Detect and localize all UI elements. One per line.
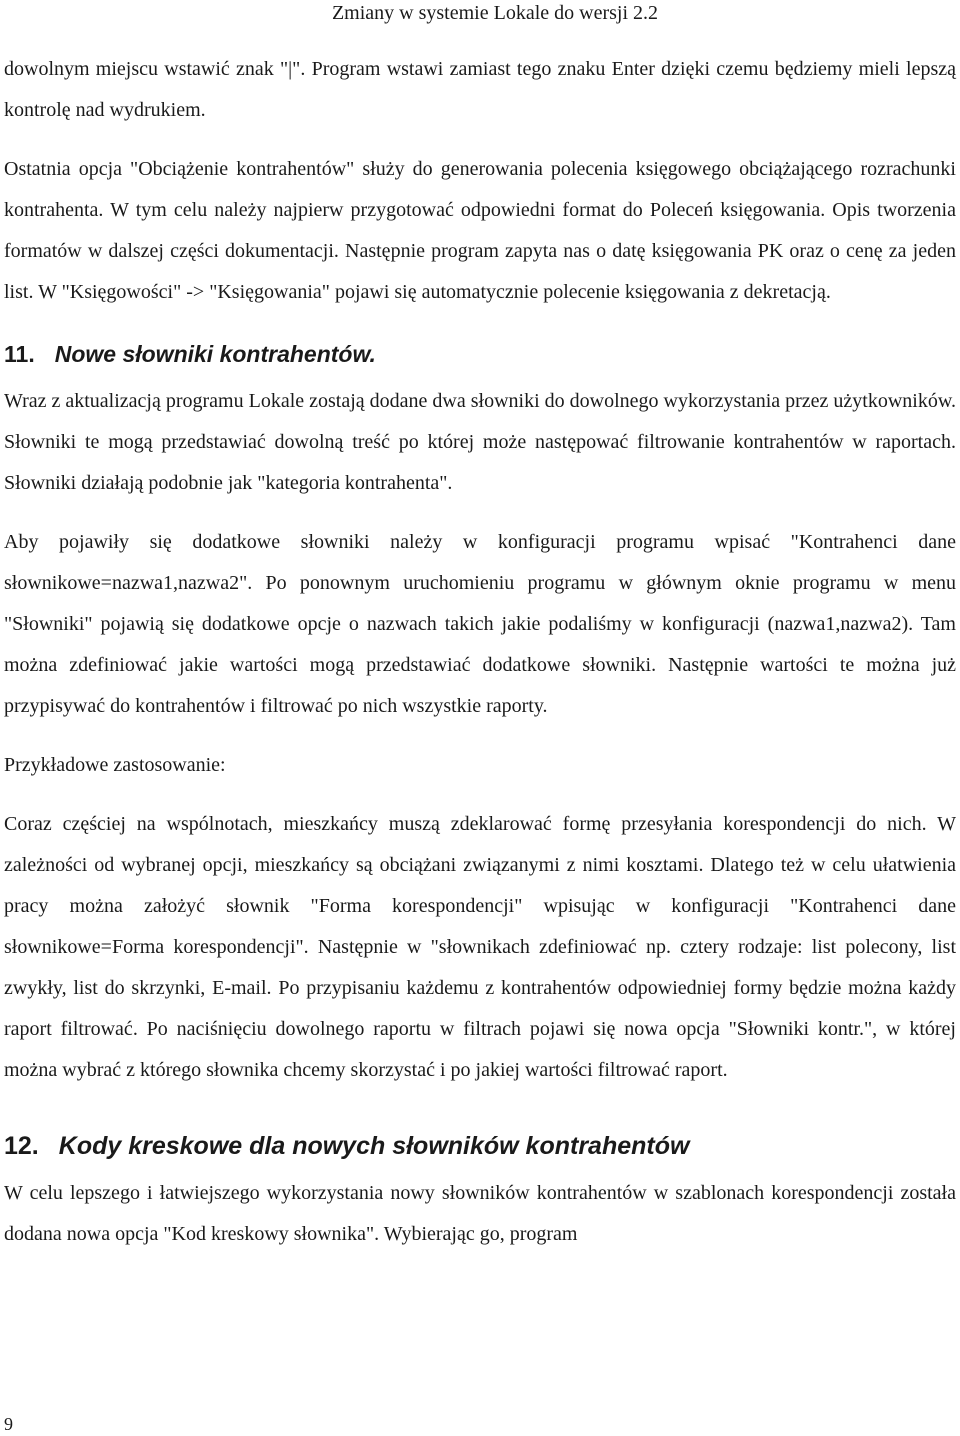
section-number: 11. <box>4 341 35 367</box>
section-number: 12. <box>4 1132 39 1160</box>
section-heading-12 <box>4 1131 956 1161</box>
document-page <box>4 0 956 1255</box>
section-title: Kody kreskowe dla nowych słowników kontrahentów <box>58 1132 690 1160</box>
paragraph: Coraz częściej na wspólnotach, mieszkańcy muszą zdeklarować formę przesyłania korespondencji do nich. W zależności od wybranej opcji, mieszkańcy są obciążani związanymi z nimi kosztami. Dlatego też w celu ułatwienia pracy można założyć słownik "Forma korespondencji" wpisując w konfiguracji "Kontrahenci dane słownikowe=Forma korespondencji". Następnie w "słownikach zdefiniować np. cztery rodzaje: list polecony, list zwykły, list do skrzynki, E-mail. Po przypisaniu każdemu z kontrahentów odpowiedniej formy będzie można każdy raport filtrować. Po naciśnięciu dowolnego raportu w filtrach pojawi się nowa opcja "Słowniki kontr.", w której można wybrać z którego słownika chcemy skorzystać i po jakiej wartości filtrować raport. <box>4 813 956 1081</box>
page-number: 9 <box>4 1414 13 1434</box>
running-header: Zmiany w systemie Lokale do wersji 2.2 <box>331 2 659 24</box>
section-heading-11 <box>4 339 956 369</box>
section-title: Nowe słowniki kontrahentów. <box>54 341 376 367</box>
paragraph: Ostatnia opcja "Obciążenie kontrahentów" służy do generowania polecenia księgowego obciążającego rozrachunki kontrahenta. W tym celu należy najpierw przygotować odpowiedni format do Poleceń księgowania. Opis tworzenia formatów w dalszej części dokumentacji. Następnie program zapyta nas o datę księgowania PK oraz o cenę za jeden list. W "Księgowości" -> "Księgowania" pojawi się automatycznie polecenie księgowania z dekretacją. <box>4 158 956 303</box>
paragraph: dowolnym miejscu wstawić znak "|". Program wstawi zamiast tego znaku Enter dzięki czemu będziemy mieli lepszą kontrolę nad wydrukiem. <box>4 58 956 121</box>
paragraph: Wraz z aktualizacją programu Lokale zostają dodane dwa słowniki do dowolnego wykorzystania przez użytkowników. Słowniki te mogą przedstawiać dowolną treść po której może następować filtrowanie kontrahentów w raportach. Słowniki działają podobnie jak "kategoria kontrahenta". <box>4 390 957 494</box>
paragraph: W celu lepszego i łatwiejszego wykorzystania nowy słowników kontrahentów w szablonach korespondencji została dodana nowa opcja "Kod kreskowy słownika". Wybierając go, program <box>4 1182 956 1245</box>
paragraph: Przykładowe zastosowanie: <box>4 754 226 776</box>
paragraph: Aby pojawiły się dodatkowe słowniki należy w konfiguracji programu wpisać "Kontrahenci dane słownikowe=nazwa1,nazwa2". Po ponownym uruchomieniu programu w głównym oknie programu w menu "Słowniki" pojawią się dodatkowe opcje o nazwach takich jakie podaliśmy w konfiguracji (nazwa1,nazwa2). Tam można zdefiniować jakie wartości mogą przedstawiać dodatkowe słowniki. Następnie wartości te można już przypisywać do kontrahentów i filtrować po nich wszystkie raporty. <box>4 531 956 717</box>
